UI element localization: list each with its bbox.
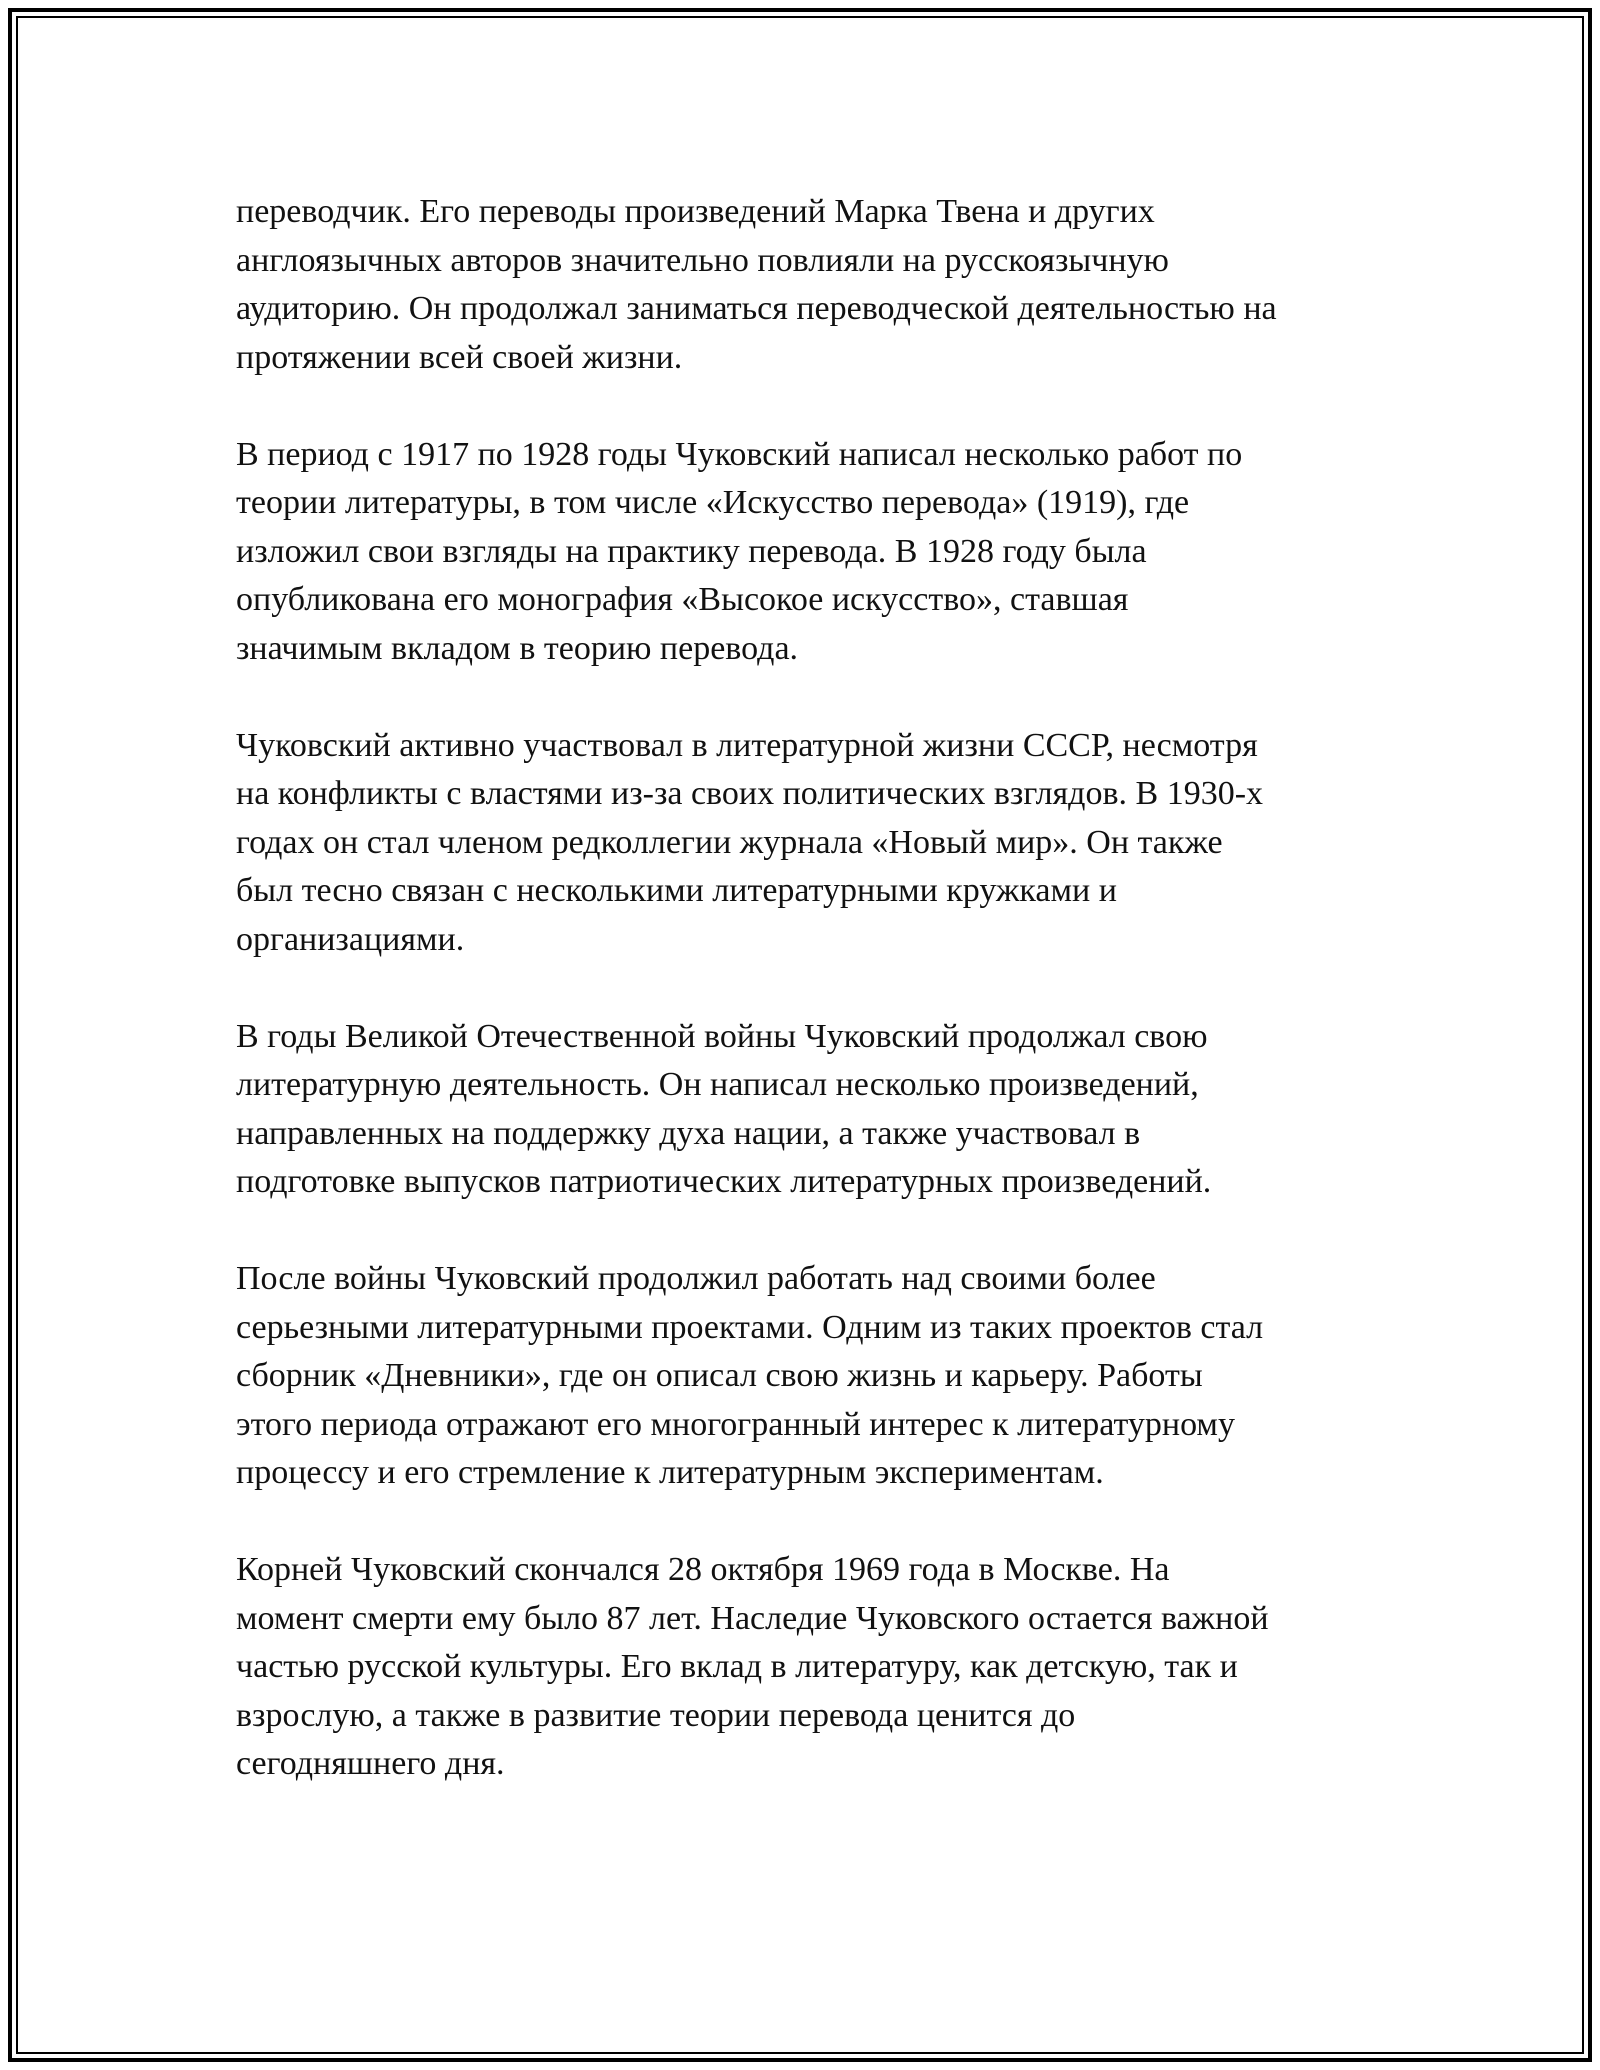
paragraph (236, 722, 1396, 965)
paragraph (236, 1013, 1396, 1207)
text-line: протяжении всей своей жизни. (236, 338, 683, 376)
text-line: серьезными литературными проектами. Одним из таких проектов стал (236, 1308, 1264, 1346)
text-line: процессу и его стремление к литературным экспериментам. (236, 1454, 1104, 1491)
paragraph (236, 1255, 1396, 1498)
text-line: был тесно связан с несколькими литературными кружками и (236, 872, 1117, 909)
paragraph (236, 188, 1396, 382)
text-line: организациями. (236, 920, 465, 958)
text-line: В годы Великой Отечественной войны Чуковский продолжал свою (236, 1017, 1208, 1055)
text-line: частью русской культуры. Его вклад в литературу, как детскую, так и (236, 1648, 1238, 1685)
text-line: направленных на поддержку духа нации, а также участвовал в (236, 1114, 1141, 1152)
text-line: Чуковский активно участвовал в литературной жизни СССР, несмотря (236, 726, 1258, 764)
text-line: англоязычных авторов значительно повлияли на русскоязычную (236, 241, 1169, 279)
text-line: момент смерти ему было 87 лет. Наследие Чуковского остается важной (236, 1599, 1269, 1637)
text-line: годах он стал членом редколлегии журнала «Новый мир». Он также (236, 823, 1223, 861)
text-line: этого периода отражают его многогранный интерес к литературному (236, 1405, 1235, 1443)
text-line: на конфликты с властями из-за своих политических взглядов. В 1930-х (236, 775, 1264, 812)
text-line: взрослую, а также в развитие теории перевода ценится до (236, 1696, 1076, 1734)
text-line: Корней Чуковский скончался 28 октября 1969 года в Москве. На (236, 1551, 1170, 1588)
paragraph (236, 431, 1396, 674)
text-line: аудиторию. Он продолжал заниматься переводческой деятельностью на (236, 290, 1277, 327)
document-body (236, 188, 1396, 1837)
text-line: опубликована его монография «Высокое искусство», ставшая (236, 581, 1129, 618)
text-line: В период с 1917 по 1928 годы Чуковский написал несколько работ по (236, 435, 1243, 473)
text-line: теории литературы, в том числе «Искусство перевода» (1919), где (236, 484, 1190, 521)
text-line: переводчик. Его переводы произведений Марка Твена и других (236, 193, 1155, 230)
text-line: сегодняшнего дня. (236, 1745, 505, 1782)
text-line: литературную деятельность. Он написал несколько произведений, (236, 1066, 1199, 1103)
text-line: сборник «Дневники», где он описал свою жизнь и карьеру. Работы (236, 1357, 1203, 1394)
text-line: изложил свои взгляды на практику перевода. В 1928 году была (236, 532, 1147, 570)
text-line: значимым вкладом в теорию перевода. (236, 629, 799, 667)
paragraph (236, 1546, 1396, 1789)
text-line: После войны Чуковский продолжил работать над своими более (236, 1260, 1156, 1297)
text-line: подготовке выпусков патриотических литературных произведений. (236, 1163, 1212, 1200)
